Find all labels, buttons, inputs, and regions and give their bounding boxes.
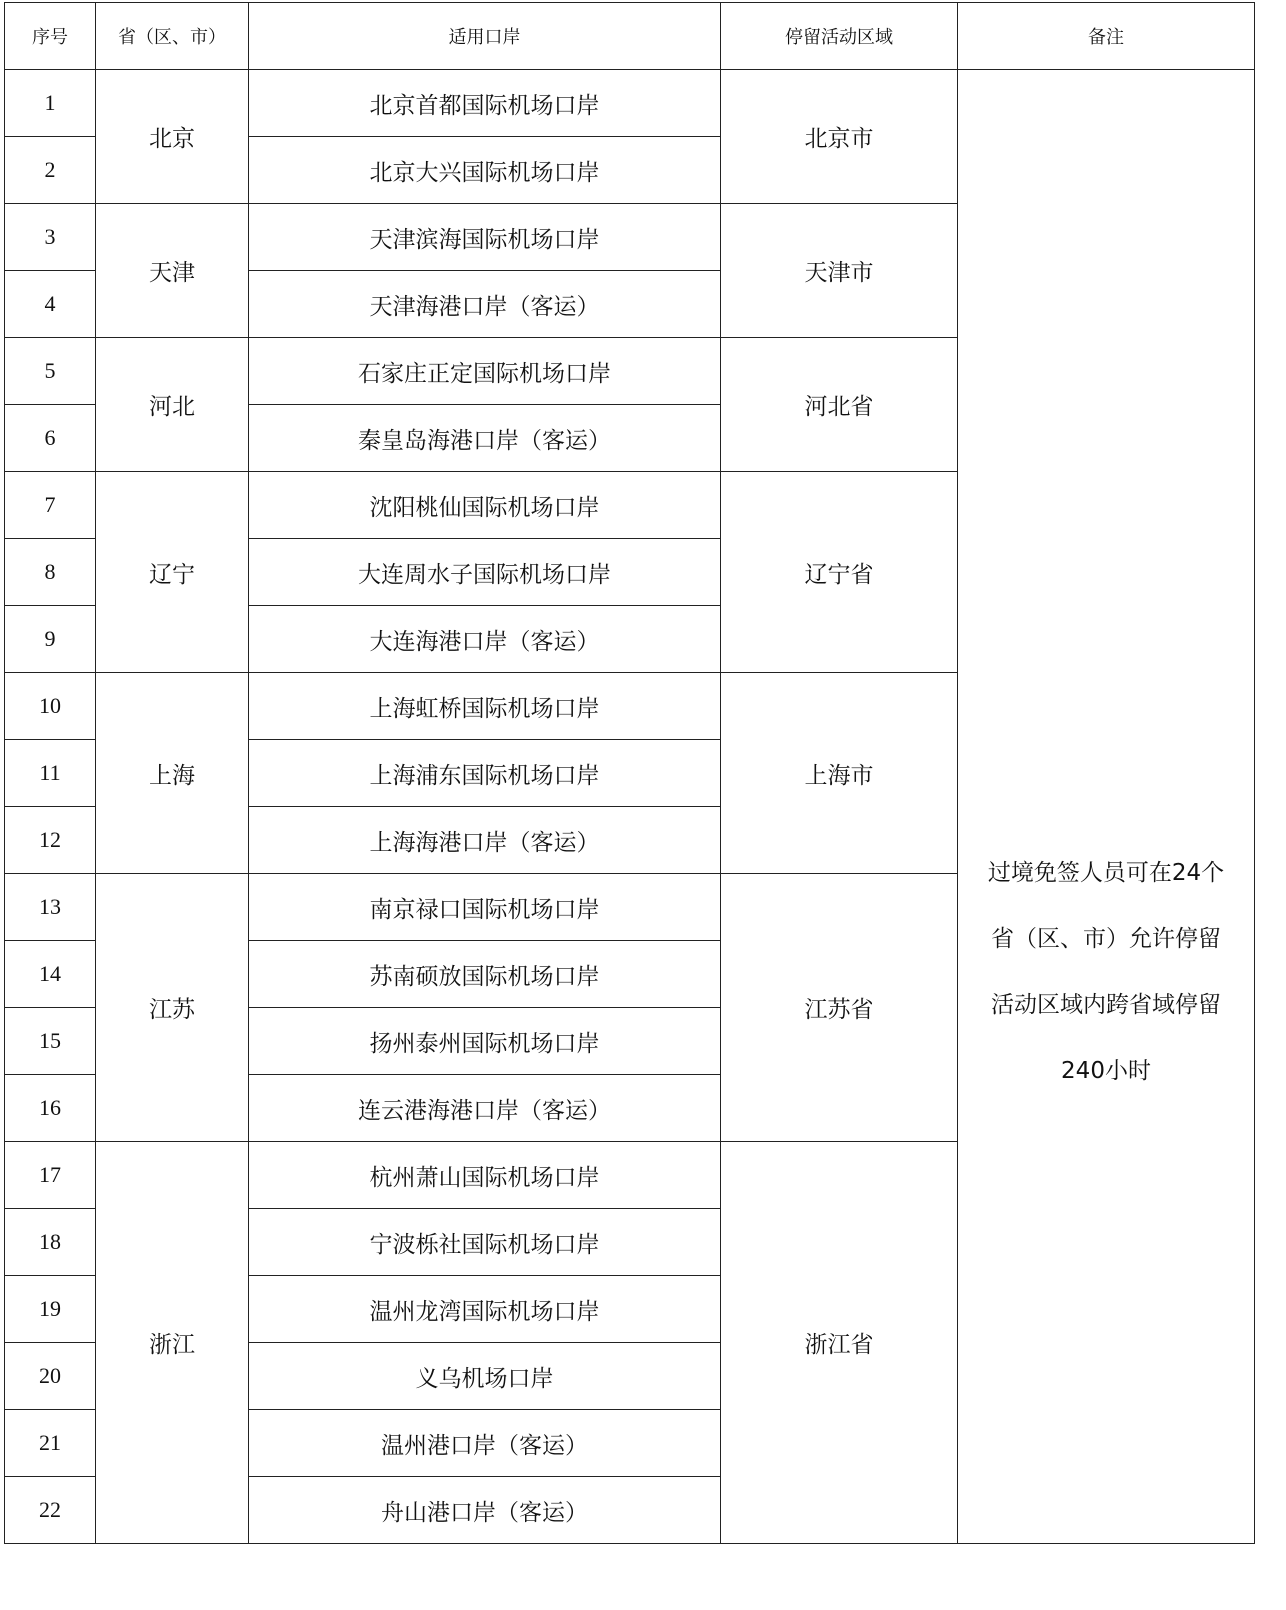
row-number: 11 [5, 740, 96, 807]
port-cell: 上海浦东国际机场口岸 [249, 740, 721, 807]
port-cell: 北京首都国际机场口岸 [249, 70, 721, 137]
row-number: 5 [5, 338, 96, 405]
port-cell: 大连海港口岸（客运） [249, 606, 721, 673]
row-number: 19 [5, 1276, 96, 1343]
note-line: 省（区、市）允许停留 [991, 925, 1221, 952]
row-number: 16 [5, 1075, 96, 1142]
province-cell: 河北 [96, 338, 249, 472]
region-cell: 江苏省 [721, 874, 958, 1142]
port-cell: 上海虹桥国际机场口岸 [249, 673, 721, 740]
row-number: 8 [5, 539, 96, 606]
row-number: 1 [5, 70, 96, 137]
row-number: 3 [5, 204, 96, 271]
row-number: 14 [5, 941, 96, 1008]
port-cell: 大连周水子国际机场口岸 [249, 539, 721, 606]
port-cell: 义乌机场口岸 [249, 1343, 721, 1410]
province-cell: 天津 [96, 204, 249, 338]
port-table [4, 2, 1255, 1544]
port-cell: 杭州萧山国际机场口岸 [249, 1142, 721, 1209]
row-number: 7 [5, 472, 96, 539]
row-number: 9 [5, 606, 96, 673]
region-cell: 天津市 [721, 204, 958, 338]
row-number: 12 [5, 807, 96, 874]
header-note: 备注 [958, 3, 1255, 70]
port-cell: 苏南硕放国际机场口岸 [249, 941, 721, 1008]
region-cell: 河北省 [721, 338, 958, 472]
port-cell: 石家庄正定国际机场口岸 [249, 338, 721, 405]
row-number: 13 [5, 874, 96, 941]
region-cell: 上海市 [721, 673, 958, 874]
row-number: 18 [5, 1209, 96, 1276]
row-number: 4 [5, 271, 96, 338]
port-cell: 天津海港口岸（客运） [249, 271, 721, 338]
province-cell: 北京 [96, 70, 249, 204]
province-cell: 浙江 [96, 1142, 249, 1544]
row-number: 17 [5, 1142, 96, 1209]
row-number: 10 [5, 673, 96, 740]
header-region: 停留活动区域 [721, 3, 958, 70]
row-number: 2 [5, 137, 96, 204]
province-cell: 江苏 [96, 874, 249, 1142]
header-province: 省（区、市） [96, 3, 249, 70]
table-row [5, 70, 1255, 137]
region-cell: 北京市 [721, 70, 958, 204]
row-number: 15 [5, 1008, 96, 1075]
port-cell: 沈阳桃仙国际机场口岸 [249, 472, 721, 539]
header-row [5, 3, 1255, 70]
note-line: 活动区域内跨省域停留 [991, 991, 1221, 1018]
port-cell: 舟山港口岸（客运） [249, 1477, 721, 1544]
port-cell: 北京大兴国际机场口岸 [249, 137, 721, 204]
province-cell: 上海 [96, 673, 249, 874]
port-cell: 宁波栎社国际机场口岸 [249, 1209, 721, 1276]
note-cell [958, 70, 1255, 1544]
header-port: 适用口岸 [249, 3, 721, 70]
row-number: 21 [5, 1410, 96, 1477]
port-cell: 天津滨海国际机场口岸 [249, 204, 721, 271]
row-number: 22 [5, 1477, 96, 1544]
port-cell: 温州港口岸（客运） [249, 1410, 721, 1477]
note-line: 过境免签人员可在24个 [987, 859, 1225, 886]
region-cell: 浙江省 [721, 1142, 958, 1544]
row-number: 20 [5, 1343, 96, 1410]
port-cell: 温州龙湾国际机场口岸 [249, 1276, 721, 1343]
port-cell: 秦皇岛海港口岸（客运） [249, 405, 721, 472]
port-cell: 扬州泰州国际机场口岸 [249, 1008, 721, 1075]
row-number: 6 [5, 405, 96, 472]
port-cell: 连云港海港口岸（客运） [249, 1075, 721, 1142]
province-cell: 辽宁 [96, 472, 249, 673]
header-index: 序号 [5, 3, 96, 70]
note-line: 240小时 [1061, 1057, 1151, 1084]
port-cell: 上海海港口岸（客运） [249, 807, 721, 874]
region-cell: 辽宁省 [721, 472, 958, 673]
port-cell: 南京禄口国际机场口岸 [249, 874, 721, 941]
